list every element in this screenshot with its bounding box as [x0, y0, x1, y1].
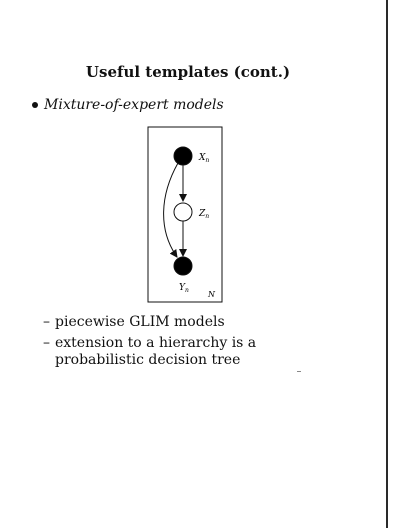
node-x-label: $X_n$	[199, 153, 210, 164]
sub-item-text: piecewise GLIM models	[55, 314, 225, 330]
node-y-label: $Y_n$	[179, 283, 189, 294]
stray-mark	[297, 371, 301, 372]
node-x-observed	[174, 147, 192, 165]
node-y-observed	[174, 257, 192, 275]
node-z-latent	[174, 203, 192, 221]
dash-marker: –	[43, 314, 50, 330]
plate-label: N	[208, 290, 215, 299]
dash-marker: –	[43, 335, 50, 351]
sub-item-text: extension to a hierarchy is a probabilistic decision tree	[55, 335, 257, 368]
sub-item-hierarchy	[43, 335, 343, 369]
slide-title: Useful templates (cont.)	[85, 63, 291, 81]
node-z-label: $Z_n$	[199, 209, 210, 220]
bullet-text: Mixture-of-expert models	[44, 97, 224, 113]
sub-item-piecewise	[43, 314, 343, 331]
